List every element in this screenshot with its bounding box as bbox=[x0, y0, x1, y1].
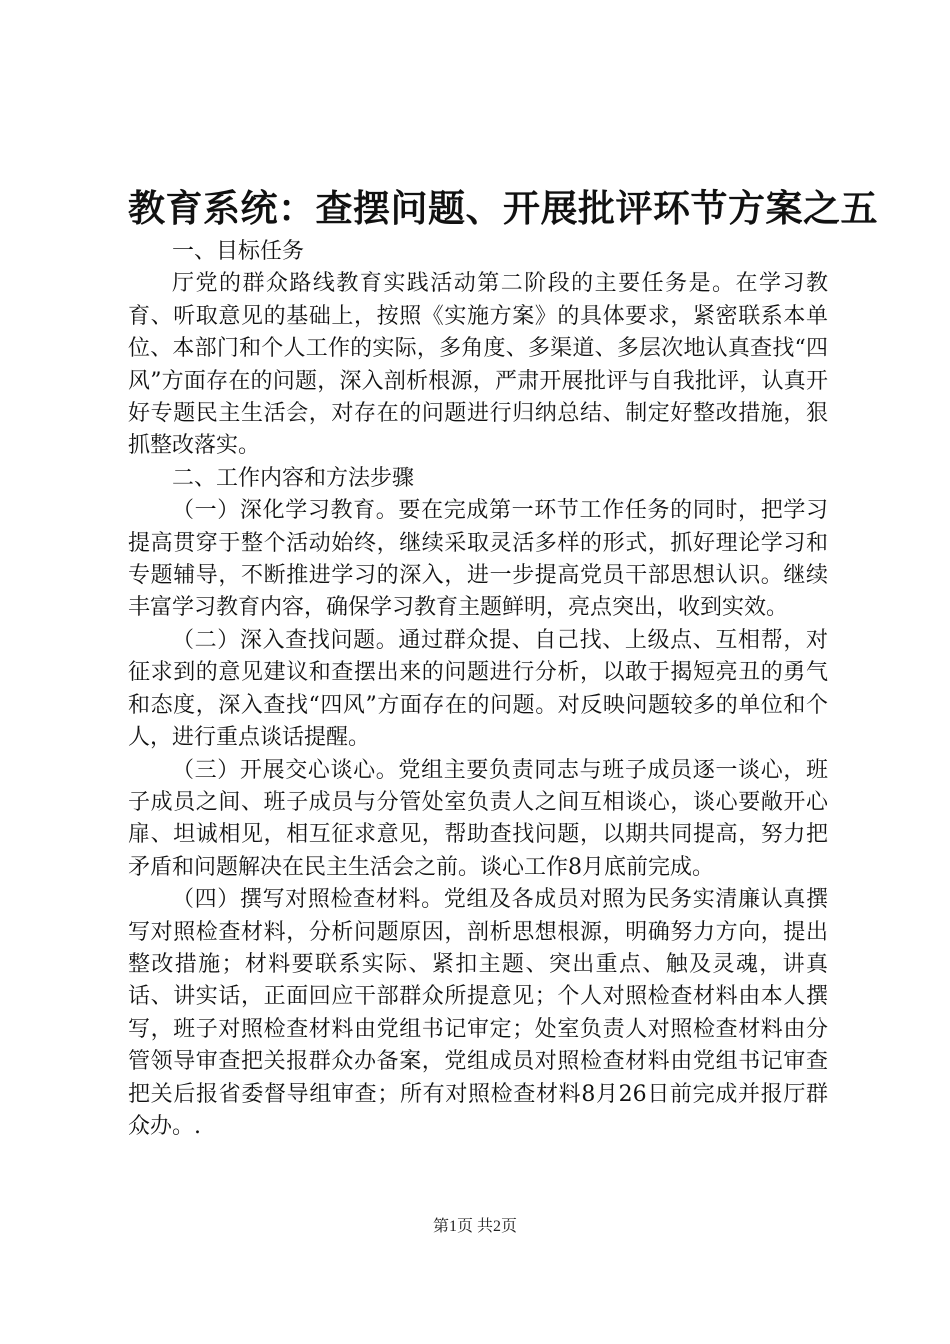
paragraph: （一）深化学习教育。要在完成第一环节工作任务的同时，把学习提高贯穿于整个活动始终，继续采取灵活多样的形式，抓好理论学习和专题辅导，不断推进学习的深入，进一步提高党员干部思想认识。继续丰富学习教育内容，确保学习教育主题鲜明，亮点突出，收到实效。 bbox=[128, 498, 828, 621]
page-footer: 第1页 共2页 bbox=[432, 1218, 517, 1235]
paragraph: （四）撰写对照检查材料。党组及各成员对照为民务实清廉认真撰写对照检查材料，分析问题原因，剖析思想根源，明确努力方向，提出整改措施；材料要联系实际、紧扣主题、突出重点、触及灵魂，讲真话、讲实话，正面回应干部群众所提意见；个人对照检查材料由本人撰写，班子对照检查材料由党组书记审定；处室负责人对照检查材料由分管领导审查把关报群众办备案，党组成员对照检查材料由党组书记审查把关后报省委督导组审查；所有对照检查材料8月26日前完成并报厅群众办。. bbox=[128, 887, 828, 1139]
paragraph: （二）深入查找问题。通过群众提、自己找、上级点、互相帮，对征求到的意见建议和查摆出来的问题进行分析，以敢于揭短亮丑的勇气和态度，深入查找“四风”方面存在的问题。对反映问题较多的单位和个人，进行重点谈话提醒。 bbox=[128, 627, 828, 751]
document-title: 教育系统：查摆问题、开展批评环节方案之五 bbox=[128, 187, 878, 230]
document-page bbox=[128, 184, 878, 1143]
section-heading: 一、目标任务 bbox=[172, 239, 305, 264]
section-goals bbox=[128, 236, 828, 463]
section-methods bbox=[128, 463, 828, 1144]
section-heading: 二、工作内容和方法步骤 bbox=[172, 465, 415, 491]
paragraph: （三）开展交心谈心。党组主要负责同志与班子成员逐一谈心，班子成员之间、班子成员与分管处室负责人之间互相谈心，谈心要敞开心扉、坦诚相见，相互征求意见，帮助查找问题，以期共同提高，努力把矛盾和问题解决在民主生活会之前。谈心工作8月底前完成。 bbox=[128, 757, 828, 880]
paragraph: 厅党的群众路线教育实践活动第二阶段的主要任务是。在学习教育、听取意见的基础上，按照《实施方案》的具体要求，紧密联系本单位、本部门和个人工作的实际，多角度、多渠道、多层次地认真查找“四风”方面存在的问题，深入剖析根源，严肃开展批评与自我批评，认真开好专题民主生活会，对存在的问题进行归纳总结、制定好整改措施，狠抓整改落实。 bbox=[128, 271, 828, 459]
